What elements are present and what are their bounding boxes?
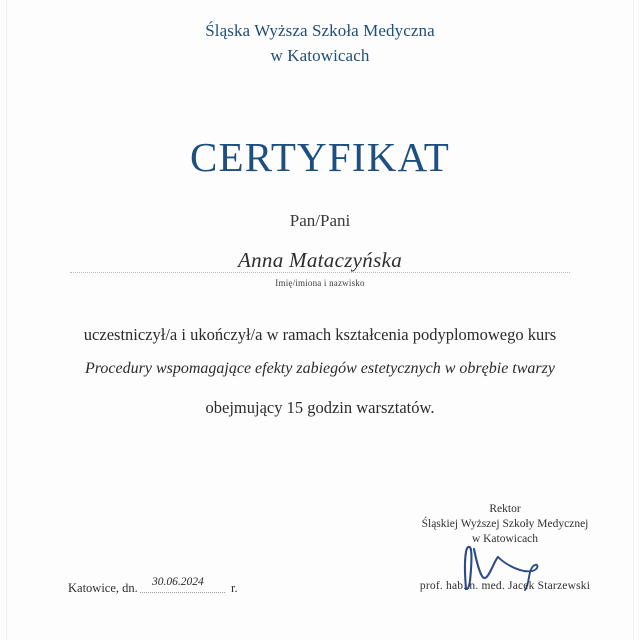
recipient-name: Anna Mataczyńska: [237, 248, 402, 272]
signatory-institution-line2: w Katowicach: [471, 533, 539, 545]
signatory-name: prof. hab. n. med. Jacek Starzewski: [419, 580, 591, 592]
issue-date: 30.06.2024: [152, 576, 204, 588]
signatory-institution-line1: Śląskiej Wyższej Szkoły Medycznej: [421, 518, 589, 530]
issue-date-suffix: r.: [231, 581, 238, 595]
body-text-line-3: obejmujący 15 godzin warsztatów.: [205, 398, 435, 417]
salutation-label: Pan/Pani: [289, 211, 351, 230]
institution-header: [0, 18, 640, 68]
recipient-name-block: [0, 248, 640, 274]
signature-authority-block: [380, 502, 630, 547]
signatory-role: Rektor: [489, 503, 521, 515]
body-text-line-1: uczestniczył/a i ukończył/a w ramach kształcenia podyplomowego kurs: [83, 325, 557, 344]
page-edge-left: [6, 0, 7, 640]
recipient-field-caption: Imię/imiona i nazwisko: [275, 278, 365, 288]
issue-date-rule: [140, 592, 225, 593]
institution-name-line1: Śląska Wyższa Szkoła Medyczna: [205, 21, 435, 40]
certificate-title: CERTYFIKAT: [189, 134, 451, 180]
page-edge-right: [633, 0, 634, 640]
issue-place-label: Katowice, dn.: [68, 581, 138, 595]
recipient-name-rule: [70, 272, 570, 273]
course-title: Procedury wspomagające efekty zabiegów estetycznych w obrębie twarzy: [85, 360, 555, 377]
institution-name-line2: w Katowicach: [270, 46, 370, 65]
